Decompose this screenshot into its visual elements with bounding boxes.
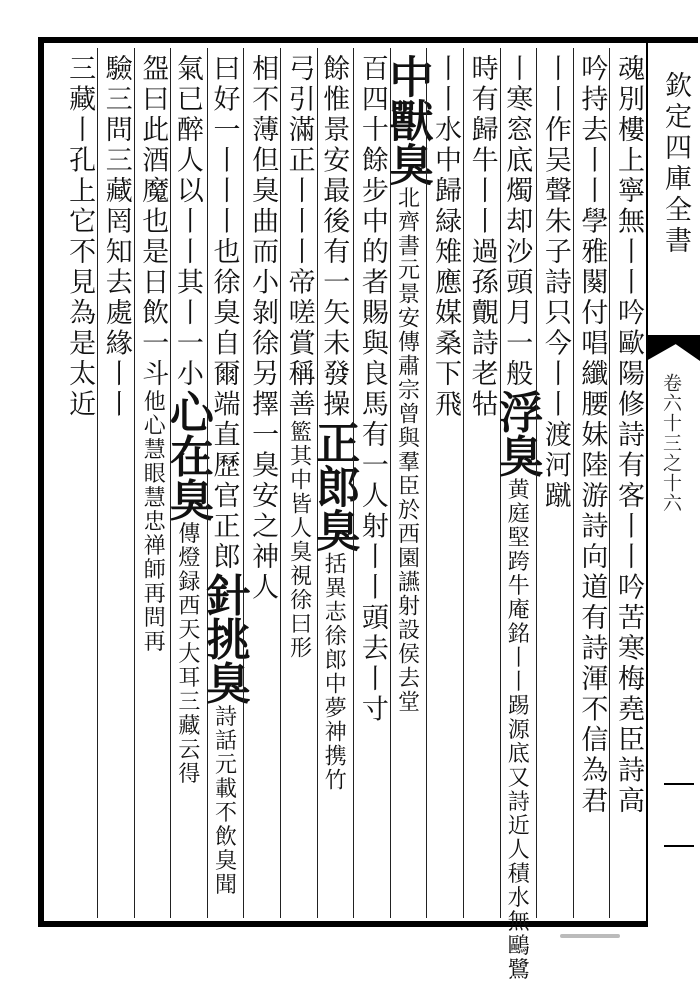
text-column xyxy=(308,48,360,918)
book-title: 欽定四庫全書 xyxy=(660,71,691,257)
body-text: 吟持去丨丨學雅闋付唱纖腰妹陸游詩向道有詩渾不信為君 xyxy=(576,54,608,817)
annotation-text: 詩話元載不飲臭聞 xyxy=(211,704,237,897)
text-column xyxy=(198,48,250,918)
text-column xyxy=(97,48,134,918)
fish-tail-mark xyxy=(646,335,700,361)
text-column xyxy=(463,48,500,918)
juan-label: 卷六十三之十六 xyxy=(660,373,682,513)
text-column xyxy=(243,48,280,918)
entry-heading: 中獸臭 xyxy=(381,54,433,186)
entry-heading: 正郎臭 xyxy=(308,420,360,552)
text-column xyxy=(426,48,463,918)
bottom-smudge xyxy=(560,934,620,938)
annotation-text: 括異志徐郎中夢神携竹 xyxy=(321,552,347,792)
body-text: 弓引滿正丨丨丨帝嗟賞稱善 xyxy=(283,54,315,420)
body-text: 丨寒窓底燭却沙頭月一般 xyxy=(501,54,533,390)
annotation-text: 黄庭堅跨牛庵銘丨丨踢源底又詩近人積水無鷗鷺 xyxy=(504,477,530,982)
body-text: 三藏丨孔上它不見為是太近 xyxy=(64,54,96,420)
entry-heading: 心在臭 xyxy=(161,389,213,522)
body-text: 時有歸牛丨丨過孫覿詩老牯 xyxy=(466,54,498,420)
text-column xyxy=(61,48,98,918)
body-text: 魂別樓上寧無丨丨吟歐陽修詩有客丨丨吟苦寒梅堯臣詩高 xyxy=(613,54,644,817)
body-text: 餘惟景安最後有一矢未發操 xyxy=(318,54,350,420)
ink-mark xyxy=(664,783,694,847)
entry-heading: 浮臭 xyxy=(491,389,543,478)
annotation-text: 北齊書元景安傳肅宗曾與羣臣於西園讌射設侯去堂 xyxy=(394,186,420,714)
annotation-text: 傳燈録西天大耳三藏云得 xyxy=(174,521,200,786)
text-area xyxy=(48,48,646,982)
annotation-text: 他心慧眼慧忠禅師再問再 xyxy=(140,389,166,654)
body-text: 曰好一丨丨丨也徐臭自爾端直歷官正郎 xyxy=(208,54,240,573)
body-text: 盌曰此酒魔也是日飲一斗 xyxy=(137,54,169,390)
body-text: 相不薄但臭曲而小剝徐另擇一臭安之神人 xyxy=(247,54,279,603)
entry-heading: 針挑臭 xyxy=(198,572,250,705)
text-column xyxy=(573,48,610,918)
text-column xyxy=(161,48,213,918)
text-column xyxy=(609,48,646,918)
text-column xyxy=(491,48,543,982)
body-text: 百四十餘步中的者賜與良馬有一人射丨丨頭去丨寸 xyxy=(356,54,388,725)
text-column xyxy=(536,48,573,918)
body-text: 丨丨水中歸緑雉應媒桑下飛 xyxy=(430,54,462,420)
body-text: 氣已醉人以丨丨其丨一小 xyxy=(171,54,203,390)
body-text: 丨丨作吴聲朱子詩只今丨丨渡河蹴 xyxy=(539,54,571,512)
margin-strip xyxy=(646,43,698,927)
body-text: 驗三問三藏罔知去處緣丨丨 xyxy=(100,54,132,420)
text-column xyxy=(381,48,433,918)
annotation-text: 籃其中皆人臭視徐曰形 xyxy=(286,420,312,660)
